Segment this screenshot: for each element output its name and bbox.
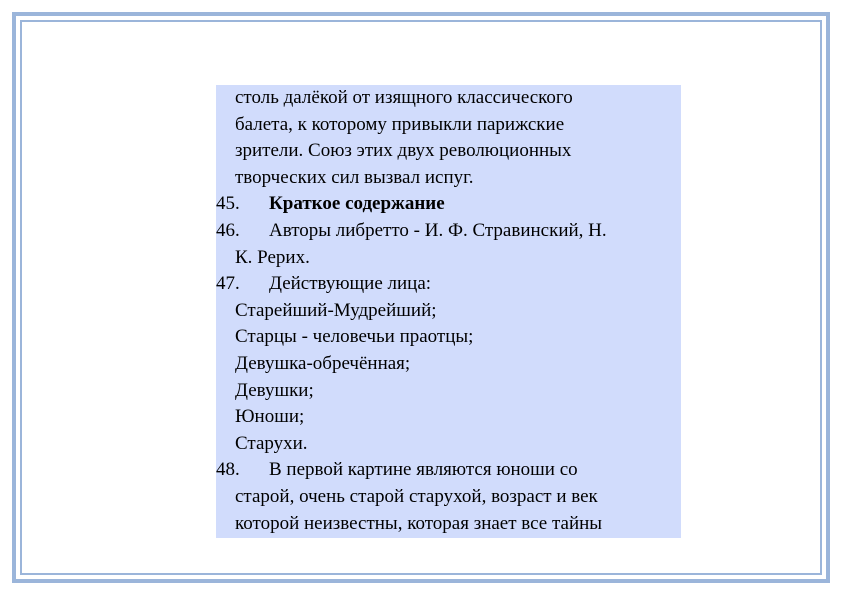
list-number: 46.	[216, 219, 240, 241]
character-line: Старухи.	[235, 432, 308, 454]
slide-text-box	[216, 85, 681, 538]
list-number: 45.	[216, 193, 240, 215]
list-item-text: Авторы либретто - И. Ф. Стравинский, Н.	[269, 219, 607, 241]
character-line: Юноши;	[235, 406, 305, 428]
text-line: старой, очень старой старухой, возраст и век	[235, 485, 598, 507]
list-item-47	[216, 271, 681, 298]
list-number: 48.	[216, 459, 240, 481]
character-line: Девушка-обречённая;	[235, 352, 411, 374]
text-line: столь далёкой от изящного классического	[235, 87, 573, 108]
character-line: Старцы - человечьи праотцы;	[235, 326, 474, 348]
text-line: творческих сил вызвал испуг.	[235, 166, 474, 188]
text-content	[216, 85, 681, 537]
character-line: Девушки;	[235, 379, 314, 401]
list-item-text: Действующие лица:	[269, 273, 432, 295]
list-item-46	[216, 218, 681, 245]
character-line: Старейший-Мудрейший;	[235, 299, 437, 321]
list-item-45	[216, 191, 681, 218]
text-line: балета, к которому привыкли парижские	[235, 113, 565, 135]
section-heading: Краткое содержание	[269, 193, 445, 215]
list-item-text: В первой картине являются юноши со	[269, 459, 578, 481]
text-line: К. Рерих.	[235, 246, 310, 268]
text-line: зрители. Союз этих двух революционных	[235, 140, 572, 162]
text-line: которой неизвестны, которая знает все тайны	[235, 512, 603, 534]
list-item-48	[216, 457, 681, 484]
list-number: 47.	[216, 273, 240, 295]
